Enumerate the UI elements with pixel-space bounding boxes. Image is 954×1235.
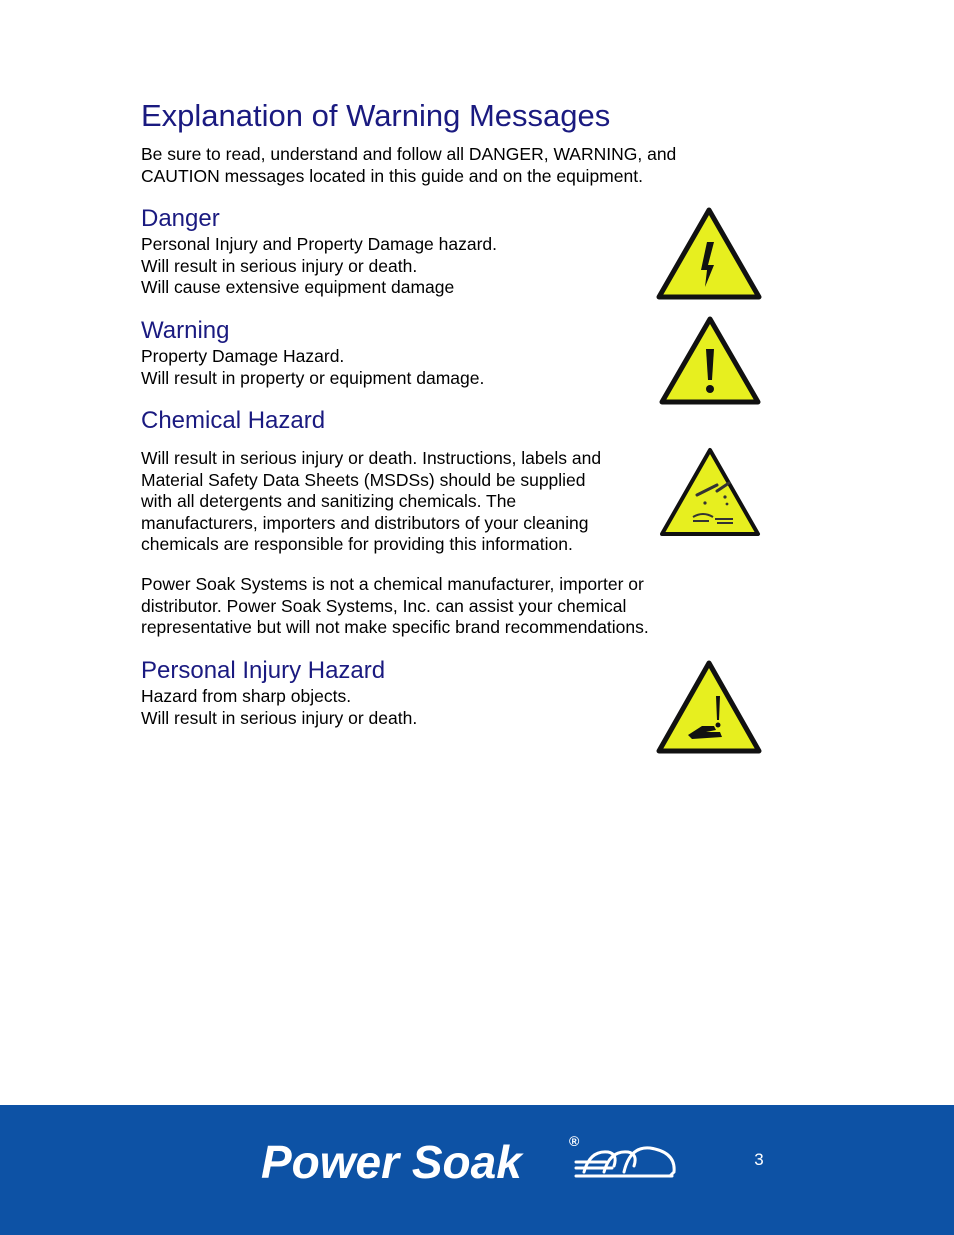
personal-injury-line: Hazard from sharp objects.: [141, 686, 352, 706]
chemical-line: with all detergents and sanitizing chemicals. The: [141, 491, 517, 512]
danger-line: Will cause extensive equipment damage: [141, 277, 455, 298]
warning-description: [141, 346, 484, 389]
chemical-line: Material Safety Data Sheets (MSDSs) should be supplied: [141, 469, 586, 490]
chemical-disclaimer: [141, 574, 649, 639]
page-number: 3: [754, 1150, 764, 1169]
warning-line: Will result in property or equipment damage.: [141, 367, 485, 388]
electrical-hazard-icon: [656, 207, 762, 300]
logo-wordmark: Power Soak: [261, 1136, 522, 1184]
intro-line: CAUTION messages located in this guide and on the equipment.: [141, 165, 643, 186]
personal-injury-heading: Personal Injury Hazard: [141, 657, 386, 684]
danger-heading: Danger: [141, 205, 220, 232]
personal-injury-line: Will result in serious injury or death.: [141, 707, 418, 728]
registered-mark: ®: [569, 1133, 580, 1149]
warning-line: Property Damage Hazard.: [141, 346, 345, 366]
chemical-line: manufacturers, importers and distributors of your cleaning: [141, 512, 589, 533]
chemical-line: Will result in serious injury or death. Instructions, labels and: [141, 448, 602, 468]
danger-description: [141, 234, 497, 299]
personal-injury-description: [141, 686, 417, 729]
sharp-object-hand-icon: [656, 660, 762, 754]
exclamation-warning-icon: [659, 316, 761, 405]
disclaimer-line: representative but will not make specific brand recommendations.: [141, 617, 649, 638]
intro-paragraph: [141, 144, 676, 187]
page-title: Explanation of Warning Messages: [141, 98, 611, 133]
warning-heading: Warning: [141, 317, 230, 344]
power-soak-logo: [258, 1132, 683, 1189]
intro-line: Be sure to read, understand and follow all DANGER, WARNING, and: [141, 144, 677, 164]
danger-line: Will result in serious injury or death.: [141, 255, 418, 276]
chemical-hazard-description: [141, 448, 601, 556]
disclaimer-line: distributor. Power Soak Systems, Inc. can assist your chemical: [141, 595, 627, 616]
disclaimer-line: Power Soak Systems is not a chemical manufacturer, importer or: [141, 574, 644, 594]
danger-line: Personal Injury and Property Damage hazard.: [141, 234, 498, 254]
chemical-line: chemicals are responsible for providing this information.: [141, 534, 573, 555]
corrosive-chemical-icon: [659, 447, 761, 537]
chemical-hazard-heading: Chemical Hazard: [141, 407, 326, 434]
